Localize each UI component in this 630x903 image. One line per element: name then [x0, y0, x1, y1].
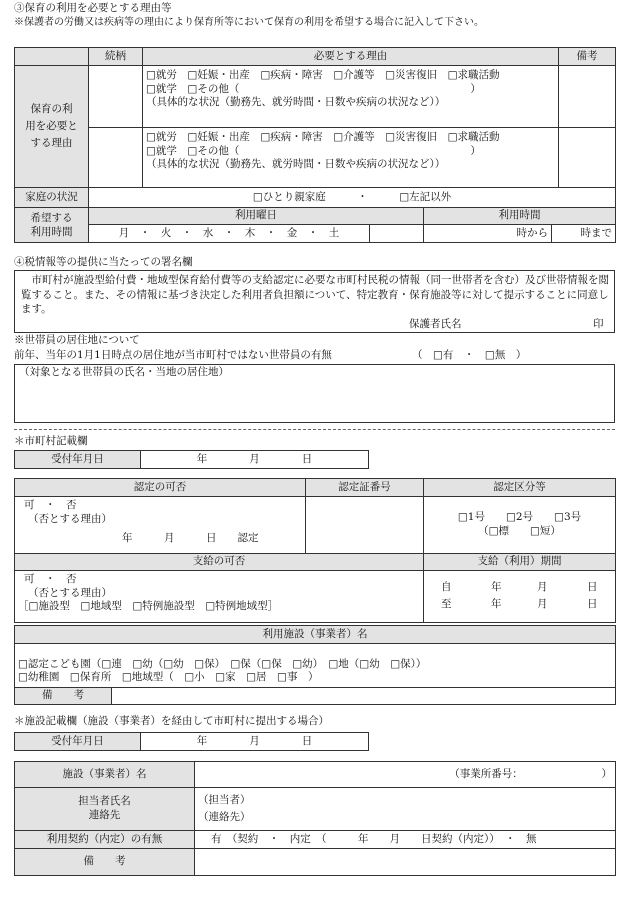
shisetsu-type-options[interactable]: ［□施設型 □地域型 □特例施設型 □特例地域型］ [18, 600, 279, 613]
period-from-month: 月 [537, 580, 548, 593]
nintei-kubun-cell[interactable] [424, 497, 616, 554]
city-receipt-date[interactable]: 年 月 日 [141, 451, 369, 469]
riyo-shisetsu-header: 利用施設（事業者）名 [15, 626, 616, 644]
city-section-title: ＊市町村記載欄 [14, 435, 88, 447]
header-biko: 備考 [559, 48, 616, 66]
city-decision-table [14, 478, 616, 623]
reason-row-label: 保育の利 用を必要と する理由 [15, 66, 89, 188]
section3-title: ③保育の利用を必要とする理由等 [14, 2, 172, 14]
shikyu-kahi-cell[interactable] [15, 571, 424, 623]
biko-field-2[interactable] [559, 128, 616, 188]
period-to-day: 日 [587, 597, 598, 610]
tanto-cell[interactable] [195, 788, 616, 831]
nintei-no-field[interactable] [306, 497, 424, 554]
time-table [14, 207, 616, 243]
reason-checkboxes[interactable]: □就労 □妊娠・出産 □疾病・障害 □介護等 □災害復旧 □求職活動 [146, 69, 500, 81]
tanto-name-field[interactable]: （担当者） [198, 793, 251, 806]
reason-other[interactable]: □就学 □その他（ ） [146, 82, 481, 95]
header-reason: 必要とする理由 [143, 48, 559, 66]
nintei-date[interactable]: 年 月 日 認定 [122, 532, 259, 545]
period-to-month: 月 [537, 597, 548, 610]
section4-title: ④税情報等の提供に当たっての署名欄 [14, 256, 193, 268]
shikyu-kahi-options[interactable]: 可 ・ 否 [24, 573, 77, 585]
nintei-kubun-header: 認定区分等 [424, 479, 616, 497]
riyo-jikan-header: 利用時間 [424, 208, 616, 225]
facility-receipt-table [14, 732, 369, 751]
facility-name-label: 施設（事業者）名 [15, 762, 195, 788]
shikyu-kahi-header: 支給の可否 [15, 554, 424, 571]
zokugara-field-2[interactable] [89, 128, 143, 188]
reason-options-1[interactable] [143, 66, 559, 128]
nintei-kahi-options[interactable]: 可 ・ 否 [24, 499, 77, 511]
time-to[interactable]: 時まで [552, 225, 616, 243]
residence-title: ※世帯員の居住地について [14, 334, 140, 346]
reason-detail-note: （具体的な状況（勤務先、就労時間・日数や疾病の状況など）） [146, 158, 446, 171]
city-biko-label: 備 考 [15, 688, 112, 705]
section3-note: ※保護者の労働又は疾病等の理由により保育所等において保育の利用を希望する場合に記入して下さい。 [14, 17, 484, 28]
shikyu-period-cell[interactable] [424, 571, 616, 623]
kubun-gou-options[interactable]: □1号 □2号 □3号 [457, 511, 582, 524]
period-to-year: 年 [491, 597, 502, 610]
city-facility-table [14, 625, 616, 705]
tanto-label: 担当者氏名 連絡先 [15, 788, 195, 831]
keiyaku-options[interactable]: 有 （契約 ・ 内定 （ 年 月 日契約（内定）） ・ 無 [195, 831, 616, 849]
keiyaku-label: 利用契約（内定）の有無 [15, 831, 195, 849]
residence-box-note: （対象となる世帯員の氏名・当地の居住地） [19, 366, 229, 378]
facility-type-line2[interactable]: □幼稚園 □保育所 □地域型（ □小 □家 □居 □事 ） [18, 671, 319, 684]
shikyu-hi-reason: （否とする理由） [28, 586, 112, 599]
reason-other[interactable]: □就学 □その他（ ） [146, 144, 481, 157]
facility-options-cell[interactable] [15, 644, 616, 688]
reason-table [14, 47, 616, 208]
nintei-hi-reason: （否とする理由） [28, 512, 112, 525]
seal-mark: 印 [593, 318, 604, 330]
city-biko-field[interactable] [112, 688, 616, 705]
residence-box[interactable] [14, 364, 615, 423]
facility-office-no[interactable]: （事業所番号： ） [195, 762, 616, 788]
period-from-label: 自 [441, 580, 452, 593]
facility-receipt-label: 受付年月日 [15, 733, 141, 751]
header-zokugara: 続柄 [89, 48, 143, 66]
weekday-extra[interactable] [370, 225, 424, 243]
kubun-hyou-options[interactable]: （□標 □短） [478, 525, 561, 537]
reason-detail-note: （具体的な状況（勤務先、就労時間・日数や疾病の状況など）） [146, 96, 446, 109]
consent-text: 市町村が施設型給付費・地域型保育給付費等の支給認定に必要な市町村民税の情報（同一世帯者を含む）及び世帯情報を閲覧すること。また、その情報に基づき決定した利用者負担額について、特定教育・保育施設等に対して提示することに同意します。 [21, 274, 609, 316]
time-from[interactable]: 時から [424, 225, 552, 243]
reason-options-2[interactable] [143, 128, 559, 188]
cut-line [14, 429, 615, 430]
facility-biko-label: 備 考 [15, 849, 195, 876]
consent-box [14, 270, 615, 333]
katei-label: 家庭の状況 [15, 188, 89, 208]
zokugara-field-1[interactable] [89, 66, 143, 128]
shikyu-kikan-header: 支給（利用）期間 [424, 554, 616, 571]
nintei-no-header: 認定証番号 [306, 479, 424, 497]
header-blank [15, 48, 89, 66]
city-receipt-label: 受付年月日 [15, 451, 141, 469]
residence-answer[interactable]: （ □有 ・ □無 ） [412, 349, 527, 361]
facility-info-table [14, 761, 616, 876]
biko-field-1[interactable] [559, 66, 616, 128]
riyo-youbi-header: 利用曜日 [89, 208, 424, 225]
reason-checkboxes[interactable]: □就労 □妊娠・出産 □疾病・障害 □介護等 □災害復旧 □求職活動 [146, 131, 500, 143]
period-from-year: 年 [491, 580, 502, 593]
facility-type-line1[interactable]: □認定こども園（□連 □幼（□幼 □保） □保（□保 □幼） □地（□幼 □保）） [18, 657, 427, 670]
facility-biko-field[interactable] [195, 849, 616, 876]
facility-section-title: ＊施設記載欄（施設（事業者）を経由して市町村に提出する場合） [14, 715, 329, 727]
weekday-options[interactable]: 月 ・ 火 ・ 水 ・ 木 ・ 金 ・ 土 [89, 225, 370, 243]
nintei-kahi-header: 認定の可否 [15, 479, 306, 497]
katei-options[interactable]: □ひとり親家庭 ・ □左記以外 [89, 188, 616, 208]
renraku-field[interactable]: （連絡先） [198, 810, 251, 823]
facility-receipt-date[interactable]: 年 月 日 [141, 733, 369, 751]
nintei-kahi-cell[interactable] [15, 497, 306, 554]
guardian-name-label: 保護者氏名 [409, 318, 462, 330]
period-to-label: 至 [441, 597, 452, 610]
kibo-label: 希望する 利用時間 [15, 208, 89, 243]
residence-question: 前年、当年の1月1日時点の居住地が当市町村ではない世帯員の有無 [14, 349, 332, 361]
period-from-day: 日 [587, 580, 598, 593]
city-receipt-table [14, 450, 369, 469]
